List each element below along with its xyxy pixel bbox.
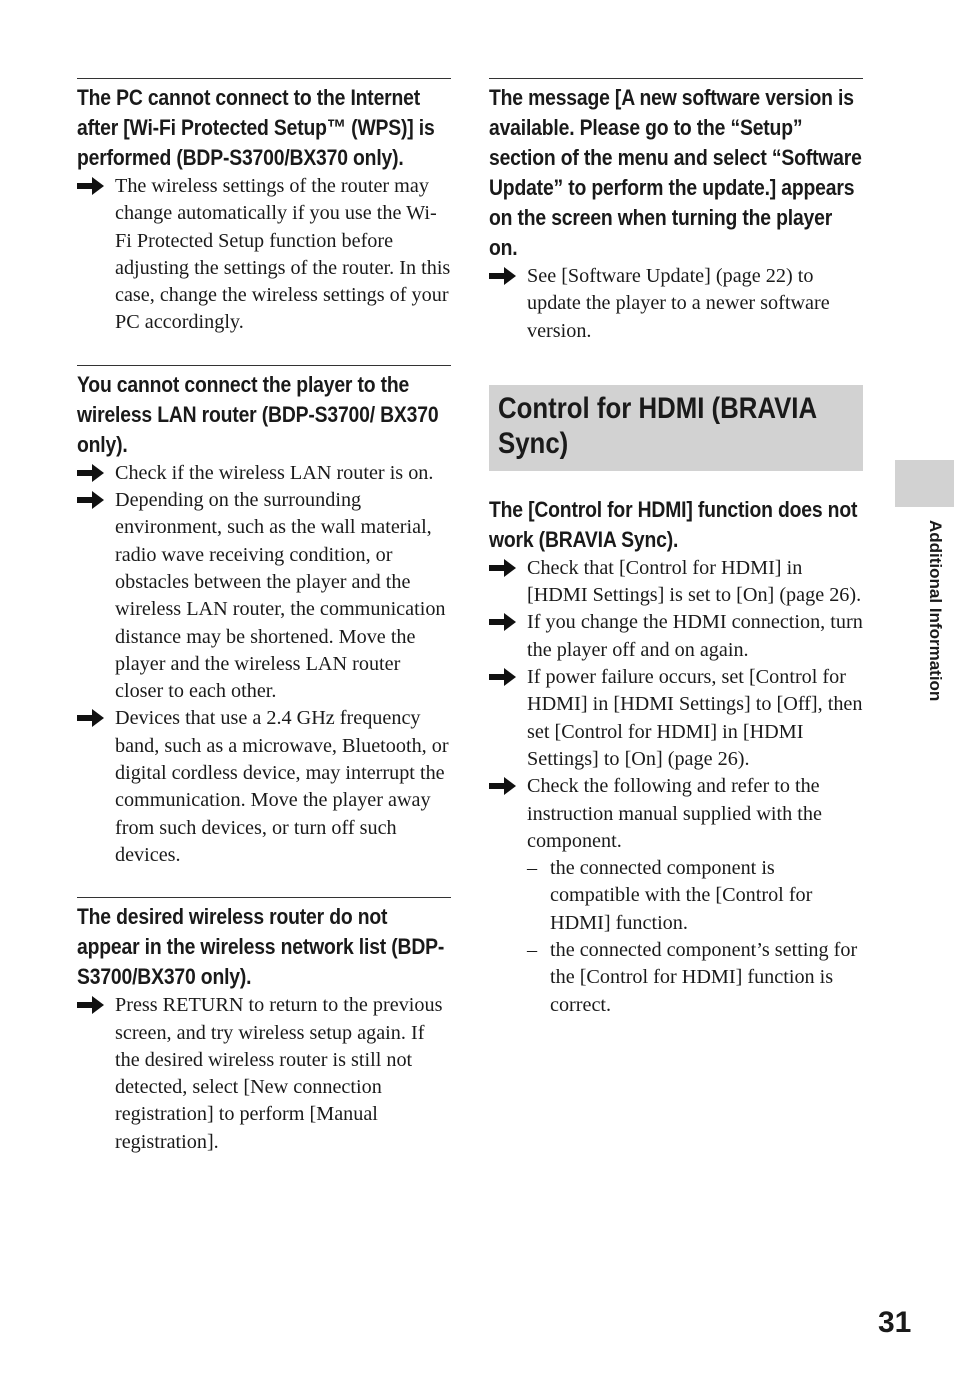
solution-list <box>489 263 863 345</box>
sub-list-item <box>527 937 863 1019</box>
sub-list-item-text: the connected component’s setting for the [Control for HDMI] function is correct. <box>550 939 858 1016</box>
side-tab-marker <box>895 460 954 507</box>
list-item <box>77 487 451 705</box>
list-item-text: Check the following and refer to the instruction manual supplied with the component. <box>527 775 822 852</box>
left-column <box>77 78 451 1156</box>
arrow-right-icon <box>489 266 517 286</box>
arrow-right-icon <box>77 176 105 196</box>
list-item-text: Depending on the surrounding environment, such as the wall material, radio wave receiving condition, or obstacles between the player and the wireless LAN router, the communication distance may be shortened. Move the player and the wireless LAN router closer to each other. <box>115 489 446 703</box>
section-header-band <box>489 385 863 471</box>
list-item <box>489 609 863 664</box>
list-item <box>77 173 451 337</box>
list-item <box>489 773 863 1019</box>
arrow-right-icon <box>77 995 105 1015</box>
list-item <box>489 555 863 610</box>
arrow-right-icon <box>77 708 105 728</box>
topic-wps-internet <box>77 78 451 337</box>
arrow-right-icon <box>77 490 105 510</box>
list-item <box>77 460 451 487</box>
arrow-right-icon <box>489 776 517 796</box>
topic-heading: You cannot connect the player to the wireless LAN router (BDP-S3700/ BX370 only). <box>77 371 439 457</box>
dash-marker: – <box>527 939 538 962</box>
solution-list <box>77 173 451 337</box>
list-item <box>489 664 863 773</box>
sub-list <box>527 855 863 1019</box>
list-item-text: Check that [Control for HDMI] in [HDMI Settings] is set to [On] (page 26). <box>527 556 862 607</box>
topic-cannot-connect-router <box>77 365 451 869</box>
arrow-right-icon <box>489 612 517 632</box>
dash-marker: – <box>527 857 538 880</box>
list-item <box>77 705 451 869</box>
arrow-right-icon <box>489 667 517 687</box>
solution-list <box>77 992 451 1156</box>
list-item <box>77 992 451 1156</box>
topic-software-update-message <box>489 78 863 345</box>
sub-list-item <box>527 855 863 937</box>
list-item-text: Devices that use a 2.4 GHz frequency band, such as a microwave, Bluetooth, or digital cordless device, may interrupt the communication. Move the player away from such devices, or turn off such devices. <box>115 707 449 866</box>
topic-heading: The desired wireless router do not appear in the wireless network list (BDP-S3700/BX370 only). <box>77 904 445 990</box>
topic-heading: The PC cannot connect to the Internet after [Wi-Fi Protected Setup™ (WPS)] is performed (BDP-S3700/BX370 only). <box>77 85 435 170</box>
section-title: Control for HDMI (BRAVIA Sync) <box>498 391 817 460</box>
topic-heading: The [Control for HDMI] function does not work (BRAVIA Sync). <box>489 496 858 552</box>
arrow-right-icon <box>489 558 517 578</box>
arrow-right-icon <box>77 463 105 483</box>
topic-router-not-in-list <box>77 897 451 1156</box>
solution-list <box>77 460 451 869</box>
solution-list <box>489 555 863 1019</box>
list-item-text: The wireless settings of the router may change automatically if you use the Wi-Fi Protected Setup function before adjusting the settings of the router. In this case, change the wireless settings of your PC accordingly. <box>115 175 451 334</box>
topic-hdmi-not-working <box>489 495 863 1019</box>
list-item-text: If power failure occurs, set [Control for HDMI] in [HDMI Settings] to [Off], then set [Control for HDMI] in [HDMI Settings] to [On] (page 26). <box>527 666 863 770</box>
list-item-text: Check if the wireless LAN router is on. <box>115 461 434 484</box>
page-number: 31 <box>878 1306 912 1339</box>
list-item-text: See [Software Update] (page 22) to update the player to a newer software version. <box>527 265 830 342</box>
sub-list-item-text: the connected component is compatible with the [Control for HDMI] function. <box>550 857 813 934</box>
list-item-text: Press RETURN to return to the previous screen, and try wireless setup again. If the desired wireless router is still not detected, select [New connection registration] to perform [Manual registration]. <box>115 994 443 1153</box>
right-column <box>489 78 863 1019</box>
list-item-text: If you change the HDMI connection, turn the player off and on again. <box>527 611 863 661</box>
side-tab-label: Additional Information <box>926 520 945 702</box>
topic-heading: The message [A new software version is available. Please go to the “Setup” section of the menu and select “Software Update” to perform the update.] appears on the screen when turning the player on. <box>489 85 862 260</box>
list-item <box>489 263 863 345</box>
